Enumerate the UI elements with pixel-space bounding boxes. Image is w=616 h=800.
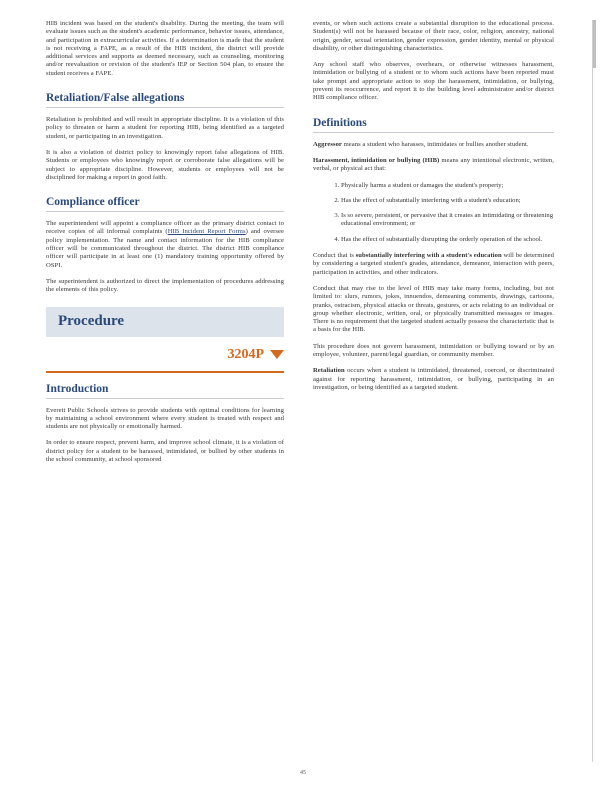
procedure-scope-paragraph: This procedure does not govern harassment, intimidation or bullying toward or by an employee, volunteer, parent/legal guardian, or community member. xyxy=(313,342,554,359)
retaliation-heading: Retaliation/False allegations xyxy=(46,92,284,108)
aggressor-term: Aggressor xyxy=(313,140,342,148)
continued-paragraph: events, or when such actions create a substantial disruption to the educational process. Student(s) will not be harassed because of their race, color, religion, ancestry, national origin, gender, sexual orientation, gender expression, gender identity, mental or physical disability, or other distinguishing characteristics. xyxy=(313,20,554,52)
right-column xyxy=(313,20,554,400)
intro-continued-paragraph: HIB incident was based on the student's disability. During the meeting, the team will evaluate issues such as the student's academic performance, behavior issues, attendance, and participation in extracurricular activities. If a determination is made that the student is not receiving a FAPE, as a result of the HIB incident, the district will provide additional services and supports as deemed necessary, such as counseling, monitoring and/or reevaluation or revision of the student's IEP or Section 504 plan, to ensure the student receives a FAPE. xyxy=(46,20,284,77)
compliance-paragraph-1 xyxy=(46,220,284,270)
definitions-heading: Definitions xyxy=(313,117,554,133)
retaliation-paragraph-2: It is also a violation of district policy to knowingly report false allegations of HIB. Students or employees who knowingly report or corroborate false allegations will be subject to appropriate discipline. However, students or employees will not be disciplined for making a report in good faith. xyxy=(46,148,284,181)
procedure-code: 3204P xyxy=(227,346,264,362)
list-item: 2. Has the effect of substantially interfering with a student's education; xyxy=(341,197,554,205)
list-item: 4. Has the effect of substantially disrupting the orderly operation of the school. xyxy=(341,236,554,244)
conduct-paragraph-1 xyxy=(313,252,554,277)
compliance-text-a: The superintendent will appoint a compliance officer as the primary district contact to receive copies of all informal complaints ( xyxy=(46,220,284,236)
staff-paragraph: Any school staff who observes, overhears, or otherwise witnesses harassment, intimidation or bullying of a student or to whom such actions have been reported must take prompt and appropriate action to stop the harassment, intimidation, or bullying, prevent its reoccurrence, and report it to the building level administrator and/or district HIB compliance officer. xyxy=(313,61,554,102)
hib-criteria-list xyxy=(313,182,554,244)
introduction-heading: Introduction xyxy=(46,383,284,399)
substantially-interfering-term: substantially interfering with a student's education xyxy=(355,252,502,260)
conduct-text-a: Conduct that is xyxy=(313,252,356,260)
orange-divider xyxy=(46,371,284,373)
aggressor-text: means a student who harasses, intimidates or bullies another student. xyxy=(341,140,529,148)
introduction-paragraph-2: In order to ensure respect, prevent harm, and improve school climate, it is a violation of district policy for a student to be harassed, intimidated, or bullied by other students in the school community, at school sponsored xyxy=(46,439,284,464)
list-item: 3. Is so severe, persistent, or pervasive that it creates an intimidating or threatening educational environment; or xyxy=(341,212,554,229)
hib-term: Harassment, intimidation or bullying (HIB) xyxy=(313,156,440,164)
left-column xyxy=(46,20,284,472)
page-number: 45 xyxy=(300,770,306,776)
hib-definition xyxy=(313,157,554,174)
triangle-down-icon xyxy=(270,350,284,359)
conduct-text-b: will be determined by considering a targeted student's grades, attendance, demeanor, interaction with peers, participation in activities, and other indicators. xyxy=(313,252,554,276)
aggressor-definition xyxy=(313,141,554,149)
hib-incident-report-forms-link[interactable]: HIB Incident Report Forms xyxy=(167,228,246,236)
retaliation-text: occurs when a student is intimidated, threatened, coerced, or discriminated against for reporting harassment, intimidation, or bullying, participating in an investigation, or being identified as a targeted student. xyxy=(313,367,554,391)
procedure-code-row xyxy=(46,347,284,363)
hib-text: means any intentional electronic, written, verbal, or physical act that: xyxy=(313,156,554,173)
margin-rule xyxy=(592,20,593,762)
compliance-heading: Compliance officer xyxy=(46,196,284,212)
conduct-paragraph-2: Conduct that may rise to the level of HIB may take many forms, including, but not limited to: slurs, rumors, jokes, innuendos, demeaning comments, drawings, cartoons, pranks, ostracism, physical attacks or threats, gestures, or acts relating to an individual or group whether electronic, written, oral, or physically transmitted messages or images. There is no requirement that the targeted student actually possess the characteristic that is a basis for the HIB. xyxy=(313,284,554,334)
procedure-banner xyxy=(46,307,284,337)
retaliation-paragraph-1: Retaliation is prohibited and will result in appropriate discipline. It is a violation of this policy to threaten or harm a student for reporting HIB, being identified as a targeted student, or participating in an investigation. xyxy=(46,116,284,140)
compliance-text-b: ) and oversee policy implementation. The name and contact information for the HIB compliance officer will be communicated throughout the district. The district HIB compliance officer will participate in at least one (1) mandatory training opportunity offered by OSPI. xyxy=(46,228,284,269)
retaliation-term: Retaliation xyxy=(313,367,345,375)
compliance-paragraph-2: The superintendent is authorized to direct the implementation of procedures addressing the elements of this policy. xyxy=(46,277,284,294)
introduction-paragraph-1: Everett Public Schools strives to provide students with optimal conditions for learning by maintaining a school environment where every student is treated with respect and students are not physically or emotionally harmed. xyxy=(46,406,284,431)
list-item: 1. Physically harms a student or damages the student's property; xyxy=(341,182,554,190)
procedure-title: Procedure xyxy=(58,313,125,330)
retaliation-definition xyxy=(313,367,554,392)
